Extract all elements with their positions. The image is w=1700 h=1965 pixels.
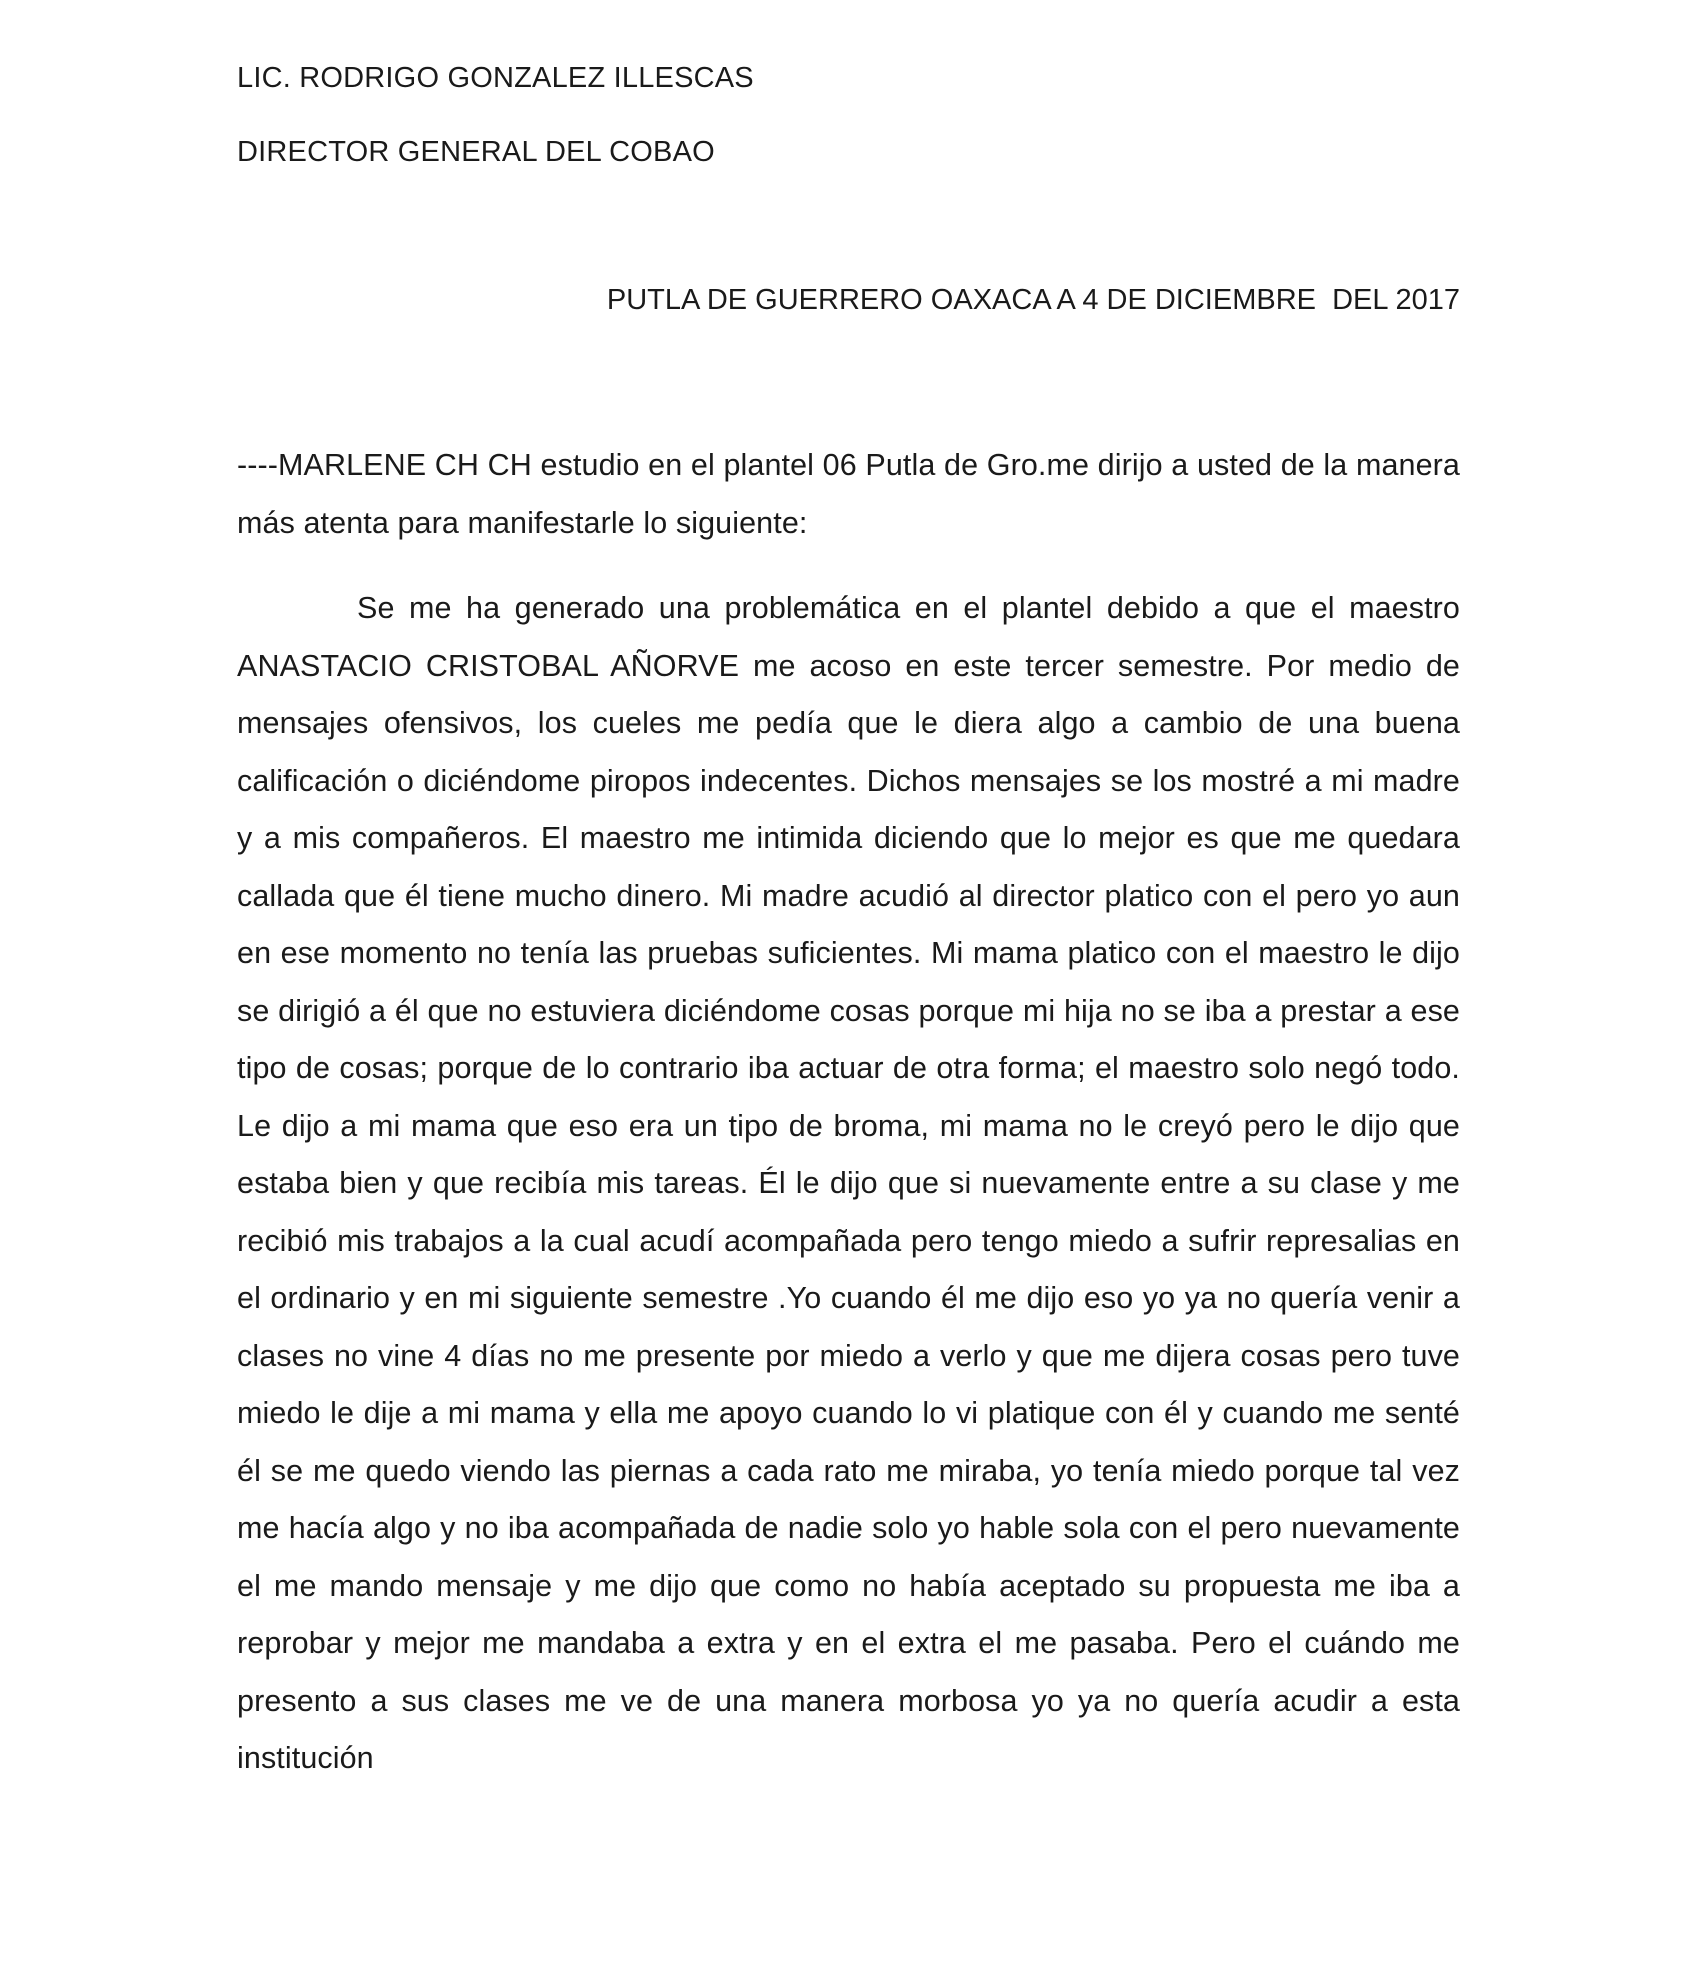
body-paragraph: Se me ha generado una problemática en el plantel debido a que el maestro ANASTACIO CRISTOBAL AÑORVE me acoso en este tercer semestre. Por medio de mensajes ofensivos, los cueles me pedía que le diera algo a cambio de una buena calificación o diciéndome piropos indecentes. Dichos mensajes se los mostré a mi madre y a mis compañeros. El maestro me intimida diciendo que lo mejor es que me quedara callada que él tiene mucho dinero. Mi madre acudió al director platico con el pero yo aun en ese momento no tenía las pruebas suficientes. Mi mama platico con el maestro le dijo se dirigió a él que no estuviera diciéndome cosas porque mi hija no se iba a prestar a ese tipo de cosas; porque de lo contrario iba actuar de otra forma; el maestro solo negó todo. Le dijo a mi mama que eso era un tipo de broma, mi mama no le creyó pero le dijo que estaba bien y que recibía mis tareas. Él le dijo que si nuevamente entre a su clase y me recibió mis trabajos a la cual acudí acompañada pero tengo miedo a sufrir represalias en el ordinario y en mi siguiente semestre .Yo cuando él me dijo eso yo ya no quería venir a clases no vine 4 días no me presente por miedo a verlo y que me dijera cosas pero tuve miedo le dije a mi mama y ella me apoyo cuando lo vi platique con él y cuando me senté él se me quedo viendo las piernas a cada rato me miraba, yo tenía miedo porque tal vez me hacía algo y no iba acompañada de nadie solo yo hable sola con el pero nuevamente el me mando mensaje y me dijo que como no había aceptado su propuesta me iba a reprobar y mejor me mandaba a extra y en el extra el me pasaba. Pero el cuándo me presento a sus clases me ve de una manera morbosa yo ya no quería acudir a esta institución <box>237 591 1460 1775</box>
intro-paragraph: ----MARLENE CH CH estudio en el plantel 06 Putla de Gro.me dirijo a usted de la manera más atenta para manifestarle lo siguiente: <box>237 448 1460 540</box>
recipient-title: DIRECTOR GENERAL DEL COBAO <box>237 136 715 168</box>
place-and-date: PUTLA DE GUERRERO OAXACA A 4 DE DICIEMBRE DEL 2017 <box>606 284 1460 316</box>
recipient-name: LIC. RODRIGO GONZALEZ ILLESCAS <box>237 62 754 94</box>
